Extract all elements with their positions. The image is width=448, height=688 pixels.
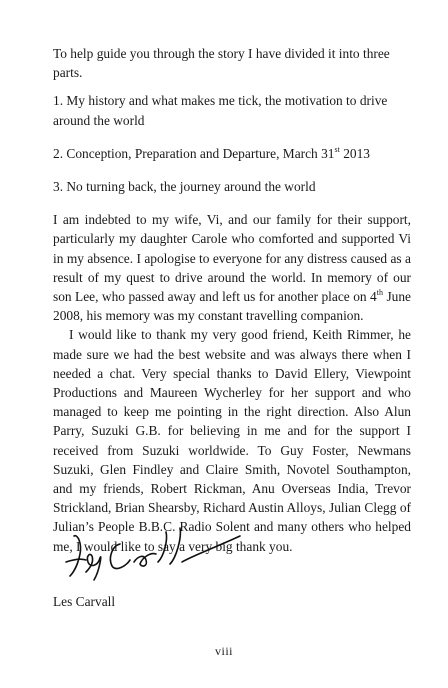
part-1: 1. My history and what makes me tick, the motivation to drive around the world xyxy=(53,93,388,128)
handwritten-signature xyxy=(64,522,242,582)
acknowledgement-paragraph-2: I would like to thank my very good friend, Keith Rimmer, he made sure we had the best website and was always there when I needed a chat. Very special thanks to David Ellery, Viewpoint Productions and Maureen Wycherley for her support and who managed to keep me pointing in the right direction. Also Alun Parry, Suzuki G.B. for believing in me and for the support I received from Suzuki worldwide. To Guy Foster, Newmans Suzuki, Glen Findley and Claire Smith, Novotel Southampton, and my friends, Robert Rickman, Anu Overseas India, Trevor Strickland, Brian Shearsby, Richard Austin Alloys, Julian Clegg of Julian’s People B.B.C. Radio Solent and many others who helped me, I would like to say a very big thank you. xyxy=(53,327,411,554)
acknowledgement-paragraph-1 xyxy=(53,210,411,325)
signer-name: Les Carvall xyxy=(53,594,116,609)
part-2-superscript: st xyxy=(334,144,340,154)
ack-1-text-a: I am indebted to my wife, Vi, and our family for their support, particularly my daughter Carole who comforted and supported Vi in my absence. I apologise to everyone for any distress caused as a result of my quest to drive around the world. In memory of our son Lee, who passed away and left us for another place on 4 xyxy=(53,212,411,305)
part-2-text: 2. Conception, Preparation and Departure, March 31 xyxy=(53,145,335,161)
part-3: 3. No turning back, the journey around the world xyxy=(53,179,316,195)
page-body xyxy=(53,44,411,556)
intro-paragraph: To help guide you through the story I have divided it into three parts. xyxy=(53,46,390,81)
part-2-year: 2013 xyxy=(339,145,370,161)
part-2 xyxy=(53,144,411,163)
page-number: viii xyxy=(214,644,233,658)
ack-1-superscript: th xyxy=(376,288,383,298)
ack-1-text-b: June 2008, his memory was my constant travelling companion. xyxy=(53,289,411,324)
